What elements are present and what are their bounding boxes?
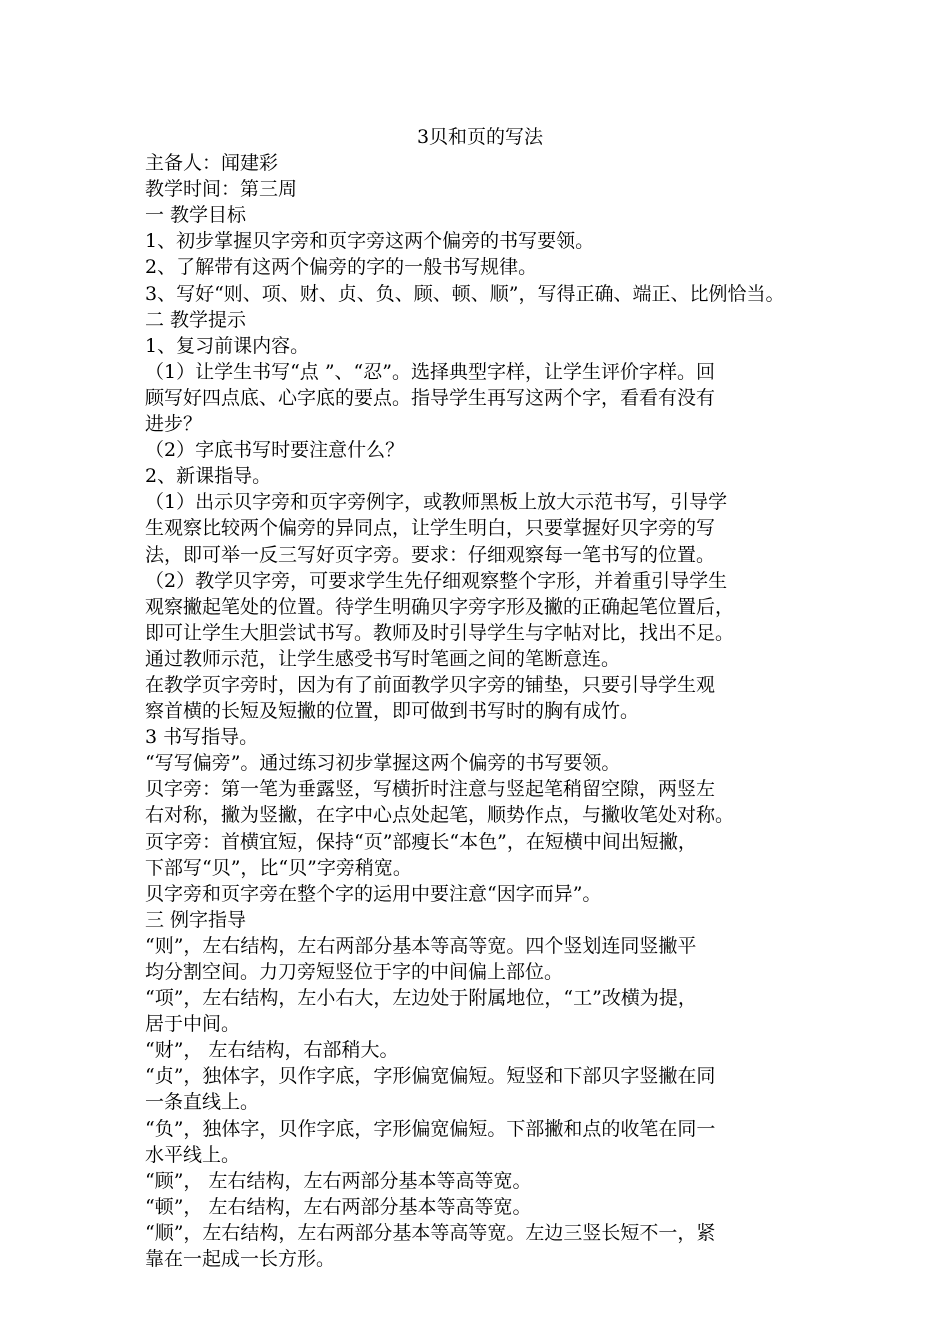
- text-line: “项”，左右结构，左小右大，左边处于附属地位，“工”改横为提，: [145, 987, 697, 1010]
- text-line: 通过教师示范，让学生感受书写时笔画之间的笔断意连。: [145, 647, 621, 670]
- text-line: “贞”，独体字，贝作字底，字形偏宽偏短。短竖和下部贝字竖撇在同: [145, 1065, 716, 1088]
- text-line: 即可让学生大胆尝试书写。教师及时引导学生与字帖对比，找出不足。: [145, 621, 735, 644]
- text-line: 贝字旁：第一笔为垂露竖，写横折时注意与竖起笔稍留空隙，两竖左: [145, 778, 716, 801]
- text-line: 居于中间。: [145, 1013, 241, 1036]
- text-line: 下部写“贝”，比“贝”字旁稍宽。: [145, 856, 412, 879]
- text-line: 靠在一起成一长方形。: [145, 1248, 336, 1271]
- text-line: 一 教学目标: [145, 204, 247, 227]
- text-line: 3 书写指导。: [145, 726, 259, 749]
- text-line: “财”， 左右结构，右部稍大。: [145, 1039, 399, 1062]
- text-line: 2、新课指导。: [145, 465, 272, 488]
- text-line: “顺”，左右结构，左右两部分基本等高等宽。左边三竖长短不一，紧: [145, 1221, 716, 1244]
- text-line: 二 教学提示: [145, 308, 247, 331]
- text-line: 右对称，撇为竖撇，在字中心点处起笔，顺势作点，与撇收笔处对称。: [145, 804, 735, 827]
- text-line: （2）教学贝字旁，可要求学生先仔细观察整个字形，并着重引导学生: [145, 569, 728, 592]
- text-line: 2、了解带有这两个偏旁的字的一般书写规律。: [145, 256, 538, 279]
- text-line: 三 例字指导: [145, 908, 247, 931]
- text-line: 在教学页字旁时，因为有了前面教学贝字旁的铺垫，只要引导学生观: [145, 673, 716, 696]
- text-line: 观察撇起笔处的位置。待学生明确贝字旁字形及撇的正确起笔位置后，: [145, 595, 735, 618]
- text-line: 3、写好“则、项、财、贞、负、顾、顿、顺”，写得正确、端正、比例恰当。: [145, 282, 785, 305]
- text-line: 教学时间：第三周: [145, 178, 298, 201]
- text-line: 察首横的长短及短撇的位置，即可做到书写时的胸有成竹。: [145, 700, 640, 723]
- document-body: [145, 124, 815, 1272]
- document-lines: [145, 150, 815, 1272]
- text-line: 1、复习前课内容。: [145, 334, 310, 357]
- text-line: 1、初步掌握贝字旁和页字旁这两个偏旁的书写要领。: [145, 230, 595, 253]
- text-line: “写写偏旁”。通过练习初步掌握这两个偏旁的书写要领。: [145, 752, 621, 775]
- text-line: 主备人：闻建彩: [145, 152, 279, 175]
- text-line: 贝字旁和页字旁在整个字的运用中要注意“因字而异”。: [145, 882, 602, 905]
- text-line: 页字旁：首横宜短，保持“页”部瘦长“本色”，在短横中间出短撇，: [145, 830, 697, 853]
- text-line: （1）让学生书写“点 ”、“忍”。选择典型字样，让学生评价字样。回: [145, 360, 715, 383]
- text-line: “顾”， 左右结构，左右两部分基本等高等宽。: [145, 1169, 532, 1192]
- text-line: 均分割空间。力刀旁短竖位于字的中间偏上部位。: [145, 961, 564, 983]
- text-line: （2）字底书写时要注意什么？: [145, 439, 405, 462]
- document-title: 3贝和页的写法: [416, 126, 544, 148]
- text-line: 一条直线上。: [145, 1091, 260, 1114]
- text-line: “顿”， 左右结构，左右两部分基本等高等宽。: [145, 1195, 532, 1218]
- text-line: “负”，独体字，贝作字底，字形偏宽偏短。下部撇和点的收笔在同一: [145, 1117, 716, 1140]
- text-line: 法，即可举一反三写好页字旁。要求：仔细观察每一笔书写的位置。: [145, 543, 716, 566]
- text-line: 生观察比较两个偏旁的异同点，让学生明白，只要掌握好贝字旁的写: [145, 517, 716, 540]
- text-line: （1）出示贝字旁和页字旁例字，或教师黑板上放大示范书写，引导学: [145, 491, 728, 514]
- text-line: 水平线上。: [145, 1143, 241, 1166]
- text-line: “则”，左右结构，左右两部分基本等高等宽。四个竖划连同竖撇平: [145, 934, 697, 957]
- text-line: 进步？: [145, 413, 203, 436]
- text-line: 顾写好四点底、心字底的要点。指导学生再写这两个字，看看有没有: [145, 386, 716, 409]
